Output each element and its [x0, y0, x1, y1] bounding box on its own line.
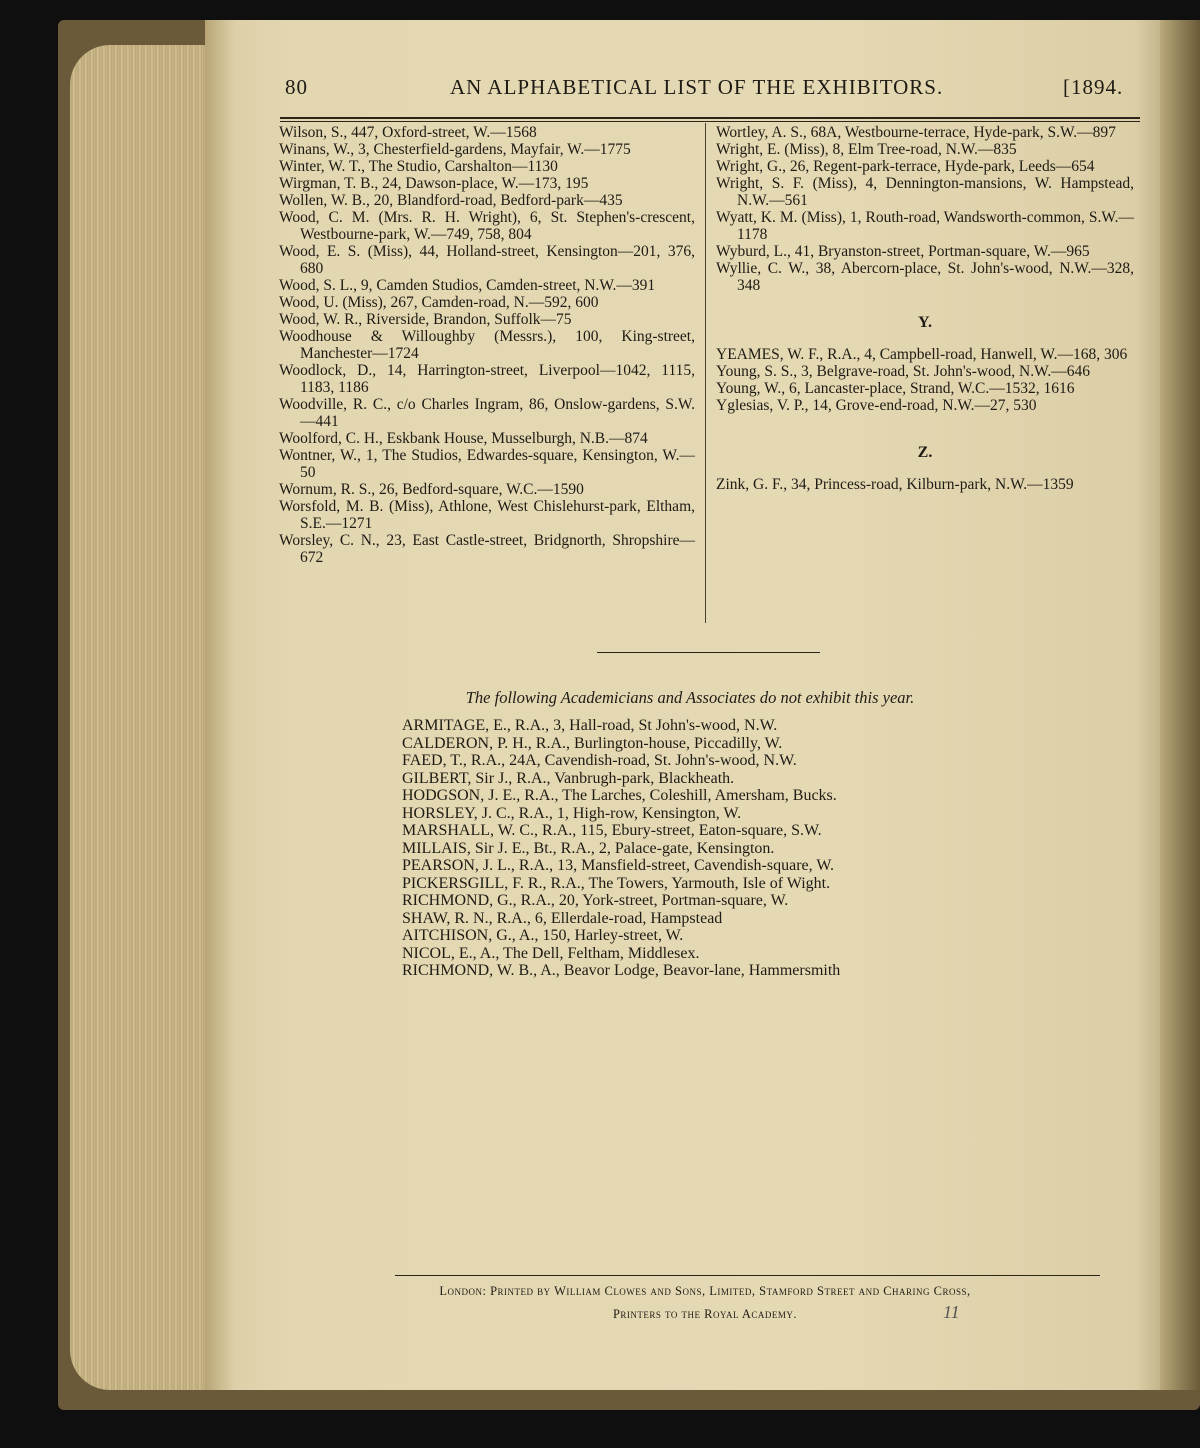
list-item: HORSLEY, J. C., R.A., 1, High-row, Kensington, W. [402, 804, 742, 822]
list-item: HODGSON, J. E., R.A., The Larches, Coleshill, Amersham, Bucks. [402, 787, 837, 804]
list-item: ARMITAGE, E., R.A., 3, Hall-road, St John's-wood, N.W. [402, 717, 778, 734]
list-item: GILBERT, Sir J., R.A., Vanbrugh-park, Blackheath. [402, 769, 735, 787]
section-rule [597, 652, 820, 653]
list-item: Winter, W. T., The Studio, Carshalton—1130 [279, 158, 558, 175]
list-item: Yglesias, V. P., 14, Grove-end-road, N.W.—27, 530 [716, 397, 1037, 414]
list-item: Wood, E. S. (Miss), 44, Holland-street, Kensington—201, 376, 680 [279, 243, 695, 277]
list-item: Worsfold, M. B. (Miss), Athlone, West Chislehurst-park, Eltham, S.E.—1271 [279, 498, 695, 532]
printer-imprint-line2: Printers to the Royal Academy. [612, 1307, 798, 1321]
list-item: FAED, T., R.A., 24A, Cavendish-road, St. John's-wood, N.W. [402, 752, 797, 769]
list-item: YEAMES, W. F., R.A., 4, Campbell-road, Hanwell, W.—168, 306 [716, 346, 1128, 363]
list-item: NICOL, E., A., The Dell, Feltham, Middlesex. [402, 944, 700, 962]
list-item: SHAW, R. N., R.A., 6, Ellerdale-road, Hampstead [402, 909, 723, 927]
list-item: Wyatt, K. M. (Miss), 1, Routh-road, Wandsworth-common, S.W.—1178 [716, 209, 1134, 243]
list-item: MILLAIS, Sir J. E., Bt., R.A., 2, Palace-gate, Kensington. [402, 839, 775, 857]
list-item: Wirgman, T. B., 24, Dawson-place, W.—173, 195 [279, 175, 589, 192]
column-divider [705, 123, 706, 623]
list-item: Wright, E. (Miss), 8, Elm Tree-road, N.W.—835 [716, 141, 1017, 158]
right-column [716, 124, 1134, 493]
list-item: Wright, G., 26, Regent-park-terrace, Hyde-park, Leeds—654 [716, 158, 1095, 175]
list-item: RICHMOND, G., R.A., 20, York-street, Portman-square, W. [402, 892, 789, 909]
list-item: Wortley, A. S., 68A, Westbourne-terrace, Hyde-park, S.W.—897 [716, 124, 1116, 141]
list-item: Wilson, S., 447, Oxford-street, W.—1568 [279, 124, 537, 141]
section-heading-z: Z. [917, 444, 933, 461]
running-title: AN ALPHABETICAL LIST OF THE EXHIBITORS. [450, 75, 944, 99]
list-item: Woodville, R. C., c/o Charles Ingram, 86, Onslow-gardens, S.W.—441 [279, 396, 695, 430]
page-gutter-shadow [1160, 20, 1200, 1390]
list-item: Woolford, C. H., Eskbank House, Musselburgh, N.B.—874 [279, 430, 648, 447]
list-item: Woodhouse & Willoughby (Messrs.), 100, King-street, Manchester—1724 [279, 328, 695, 362]
list-item: Wontner, W., 1, The Studios, Edwardes-square, Kensington, W.—50 [279, 447, 695, 481]
list-item: PEARSON, J. L., R.A., 13, Mansfield-street, Cavendish-square, W. [402, 857, 834, 874]
list-item: Young, W., 6, Lancaster-place, Strand, W.C.—1532, 1616 [716, 380, 1075, 397]
page-edges [70, 45, 210, 1390]
list-item: Woodlock, D., 14, Harrington-street, Liverpool—1042, 1115, 1183, 1186 [279, 362, 695, 396]
list-item: AITCHISON, G., A., 150, Harley-street, W. [402, 927, 684, 944]
list-item: Worsley, C. N., 23, East Castle-street, Bridgnorth, Shropshire—672 [279, 532, 695, 566]
list-item: Zink, G. F., 34, Princess-road, Kilburn-park, N.W.—1359 [716, 476, 1074, 493]
list-item: Wollen, W. B., 20, Blandford-road, Bedford-park—435 [279, 192, 623, 209]
list-item: Wyburd, L., 41, Bryanston-street, Portman-square, W.—965 [716, 243, 1090, 260]
list-item: Wood, C. M. (Mrs. R. H. Wright), 6, St. Stephen's-crescent, Westbourne-park, W.—749, 758, 804 [279, 209, 695, 243]
list-item: RICHMOND, W. B., A., Beavor Lodge, Beavor-lane, Hammersmith [402, 962, 841, 979]
list-item: Wood, S. L., 9, Camden Studios, Camden-street, N.W.—391 [279, 277, 656, 294]
left-column [279, 124, 695, 566]
list-item: Wood, U. (Miss), 267, Camden-road, N.—592, 600 [279, 294, 599, 311]
page-number: 80 [285, 75, 308, 99]
pencil-mark: 11 [943, 1302, 960, 1322]
list-item: Wright, S. F. (Miss), 4, Dennington-mansions, W. Hampstead, N.W.—561 [716, 175, 1134, 209]
list-item: Winans, W., 3, Chesterfield-gardens, Mayfair, W.—1775 [279, 141, 631, 158]
printer-imprint: London: Printed by William Clowes and Sons, Limited, Stamford Street and Charing Cross, [439, 1284, 971, 1298]
list-item: Young, S. S., 3, Belgrave-road, St. John's-wood, N.W.—646 [716, 363, 1090, 380]
book-page [205, 20, 1200, 1390]
list-item: Wornum, R. S., 26, Bedford-square, W.C.—1590 [279, 481, 584, 498]
header-rule [280, 117, 1140, 119]
footer-rule [395, 1275, 1100, 1276]
academicians-note: The following Academicians and Associates do not exhibit this year. [465, 688, 915, 707]
list-item: PICKERSGILL, F. R., R.A., The Towers, Yarmouth, Isle of Wight. [402, 874, 831, 892]
list-item: Wood, W. R., Riverside, Brandon, Suffolk—75 [279, 311, 572, 328]
header-rule-thin [280, 121, 1140, 122]
list-item: CALDERON, P. H., R.A., Burlington-house, Piccadilly, W. [402, 734, 783, 752]
running-year: [1894. [1063, 75, 1124, 99]
section-heading-y: Y. [917, 314, 933, 331]
list-item: MARSHALL, W. C., R.A., 115, Ebury-street, Eaton-square, S.W. [402, 822, 822, 839]
page-header [205, 75, 1200, 105]
academicians-list [402, 717, 840, 980]
list-item: Wyllie, C. W., 38, Abercorn-place, St. John's-wood, N.W.—328, 348 [716, 260, 1134, 294]
